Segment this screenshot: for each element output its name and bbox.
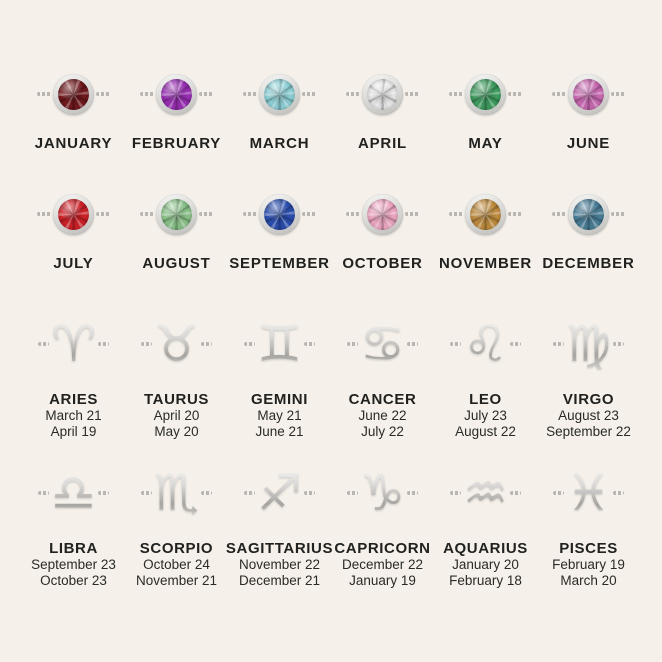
zodiac-date-end: September 22: [546, 424, 631, 439]
gem-bezel: [53, 74, 94, 115]
chain-link-icon: [304, 491, 315, 495]
virgo-symbol-icon: ♍: [566, 315, 611, 373]
month-label: FEBRUARY: [131, 135, 222, 152]
zodiac-date-end: June 21: [255, 424, 304, 439]
sagittarius-symbol-icon: ♐: [257, 464, 302, 522]
zodiac-date-start: June 22: [358, 408, 407, 423]
zodiac-date-end: May 20: [154, 424, 199, 439]
zodiac-charm: [242, 453, 317, 533]
gem-bezel: [156, 74, 197, 115]
gem-bezel: [156, 194, 197, 235]
zodiac-date-end: October 23: [40, 573, 107, 588]
chain-link-icon: [38, 491, 49, 495]
chain-link-icon: [141, 342, 152, 346]
libra-symbol-icon: ♎: [51, 464, 96, 522]
pisces-symbol-icon: ♓: [566, 464, 611, 522]
zodiac-charm: [448, 453, 523, 533]
chain-link-icon: [611, 212, 625, 216]
gem-icon: [58, 199, 89, 230]
chain-link-icon: [244, 491, 255, 495]
zodiac-date-start: August 23: [558, 408, 619, 423]
zodiac-charm: [551, 453, 626, 533]
gem-icon: [367, 199, 398, 230]
zodiac-date-start: November 22: [238, 557, 321, 572]
birthstone-charm: [241, 178, 318, 250]
birthstone-charm: [241, 58, 318, 130]
birthstone-charm: [550, 58, 627, 130]
zodiac-charm: [36, 298, 111, 390]
gem-icon: [161, 199, 192, 230]
chain-link-icon: [302, 212, 316, 216]
month-label: JANUARY: [34, 135, 113, 152]
zodiac-date-end: April 19: [50, 424, 97, 439]
birthstone-september: [228, 178, 331, 298]
chain-link-icon: [302, 92, 316, 96]
zodiac-charm: [139, 298, 214, 390]
birthstone-charm: [138, 58, 215, 130]
gem-bezel: [259, 74, 300, 115]
birthstone-july: [22, 178, 125, 298]
month-label: JULY: [53, 255, 94, 272]
zodiac-charm: [345, 453, 420, 533]
gem-icon: [573, 199, 604, 230]
chain-link-icon: [450, 491, 461, 495]
zodiac-date-start: January 20: [452, 557, 519, 572]
zodiac-name: ARIES: [49, 391, 98, 408]
chain-link-icon: [449, 92, 463, 96]
chain-link-icon: [346, 92, 360, 96]
zodiac-date-start: April 20: [153, 408, 200, 423]
month-label: JUNE: [566, 135, 611, 152]
zodiac-date-end: July 22: [361, 424, 404, 439]
zodiac-taurus: [125, 298, 228, 440]
zodiac-name: CANCER: [348, 391, 417, 408]
birthstone-charm: [138, 178, 215, 250]
gem-bezel: [568, 194, 609, 235]
capricorn-symbol-icon: ♑: [360, 464, 405, 522]
gem-icon: [470, 199, 501, 230]
zodiac-sagittarius: [225, 453, 334, 589]
chain-link-icon: [613, 491, 624, 495]
zodiac-name: LIBRA: [49, 540, 98, 557]
chain-link-icon: [141, 491, 152, 495]
gem-icon: [161, 79, 192, 110]
zodiac-date-start: October 24: [143, 557, 210, 572]
zodiac-scorpio: [125, 453, 228, 589]
zodiac-date-end: February 18: [449, 573, 522, 588]
chain-link-icon: [199, 92, 213, 96]
chain-link-icon: [140, 212, 154, 216]
zodiac-charm: [551, 298, 626, 390]
birthstone-december: [537, 178, 640, 298]
birthstone-row-jan-jun: [22, 58, 640, 178]
gemini-symbol-icon: ♊: [257, 315, 302, 373]
month-label: MAY: [468, 135, 503, 152]
chain-link-icon: [405, 212, 419, 216]
chain-link-icon: [140, 92, 154, 96]
gem-bezel: [362, 194, 403, 235]
birthstone-charm: [447, 178, 524, 250]
zodiac-name: PISCES: [559, 540, 618, 557]
aquarius-symbol-icon: ♒: [463, 464, 508, 522]
chain-link-icon: [38, 342, 49, 346]
chain-link-icon: [37, 212, 51, 216]
birthstone-charm: [344, 58, 421, 130]
chain-link-icon: [407, 491, 418, 495]
zodiac-name: TAURUS: [144, 391, 209, 408]
zodiac-charm: [139, 453, 214, 533]
chain-link-icon: [199, 212, 213, 216]
chain-link-icon: [553, 491, 564, 495]
chain-link-icon: [405, 92, 419, 96]
month-label: SEPTEMBER: [229, 255, 330, 272]
gem-icon: [470, 79, 501, 110]
month-label: AUGUST: [142, 255, 211, 272]
zodiac-date-start: March 21: [45, 408, 102, 423]
chain-link-icon: [552, 92, 566, 96]
gem-icon: [367, 79, 398, 110]
chain-link-icon: [510, 342, 521, 346]
zodiac-date-start: February 19: [552, 557, 625, 572]
chain-link-icon: [96, 92, 110, 96]
zodiac-name: SAGITTARIUS: [225, 540, 334, 557]
zodiac-gemini: [228, 298, 331, 440]
chain-link-icon: [450, 342, 461, 346]
gem-icon: [264, 199, 295, 230]
gem-icon: [573, 79, 604, 110]
zodiac-date-start: May 21: [257, 408, 302, 423]
chain-link-icon: [508, 212, 522, 216]
chain-link-icon: [510, 491, 521, 495]
zodiac-capricorn: [331, 453, 434, 589]
chain-link-icon: [201, 491, 212, 495]
scorpio-symbol-icon: ♏: [154, 464, 199, 522]
birthstone-august: [125, 178, 228, 298]
cancer-symbol-icon: ♋: [360, 315, 405, 373]
chain-link-icon: [37, 92, 51, 96]
birthstone-charm: [550, 178, 627, 250]
zodiac-aries: [22, 298, 125, 440]
zodiac-charm: [448, 298, 523, 390]
gem-bezel: [259, 194, 300, 235]
birthstone-january: [22, 58, 125, 178]
zodiac-row-aries-virgo: [22, 298, 640, 440]
taurus-symbol-icon: ♉: [154, 315, 199, 373]
birthstone-row-jul-dec: [22, 178, 640, 298]
birthstone-charm: [35, 58, 112, 130]
zodiac-date-end: November 21: [135, 573, 218, 588]
month-label: DECEMBER: [542, 255, 635, 272]
zodiac-date-start: December 22: [341, 557, 424, 572]
zodiac-virgo: [537, 298, 640, 440]
zodiac-name: CAPRICORN: [334, 540, 431, 557]
zodiac-cancer: [331, 298, 434, 440]
zodiac-date-end: January 19: [349, 573, 416, 588]
chain-link-icon: [552, 212, 566, 216]
chain-link-icon: [347, 342, 358, 346]
chain-link-icon: [611, 92, 625, 96]
zodiac-libra: [22, 453, 125, 589]
zodiac-date-start: September 23: [31, 557, 116, 572]
chain-link-icon: [508, 92, 522, 96]
chain-link-icon: [346, 212, 360, 216]
zodiac-name: VIRGO: [562, 391, 615, 408]
chain-link-icon: [449, 212, 463, 216]
birthstone-february: [125, 58, 228, 178]
zodiac-name: GEMINI: [251, 391, 308, 408]
gem-icon: [264, 79, 295, 110]
month-label: MARCH: [249, 135, 310, 152]
chain-link-icon: [407, 342, 418, 346]
birthstone-october: [331, 178, 434, 298]
gem-bezel: [568, 74, 609, 115]
zodiac-aquarius: [434, 453, 537, 589]
gem-icon: [58, 79, 89, 110]
zodiac-date-end: August 22: [455, 424, 516, 439]
birthstone-april: [331, 58, 434, 178]
chain-link-icon: [98, 342, 109, 346]
zodiac-leo: [434, 298, 537, 440]
zodiac-date-start: July 23: [464, 408, 507, 423]
zodiac-charm: [345, 298, 420, 390]
month-label: NOVEMBER: [438, 255, 533, 272]
chain-link-icon: [98, 491, 109, 495]
birthstone-march: [228, 58, 331, 178]
zodiac-date-end: March 20: [560, 573, 617, 588]
chain-link-icon: [244, 342, 255, 346]
chain-link-icon: [304, 342, 315, 346]
birthstone-charm: [344, 178, 421, 250]
chain-link-icon: [96, 212, 110, 216]
birthstone-charm: [447, 58, 524, 130]
chain-link-icon: [553, 342, 564, 346]
birthstone-may: [434, 58, 537, 178]
gem-bezel: [465, 74, 506, 115]
chain-link-icon: [201, 342, 212, 346]
zodiac-row-libra-pisces: [22, 453, 640, 589]
chain-link-icon: [347, 491, 358, 495]
zodiac-name: SCORPIO: [139, 540, 214, 557]
birthstone-november: [434, 178, 537, 298]
chain-link-icon: [243, 212, 257, 216]
chain-link-icon: [613, 342, 624, 346]
zodiac-charm: [242, 298, 317, 390]
month-label: APRIL: [358, 135, 407, 152]
zodiac-date-end: December 21: [238, 573, 321, 588]
zodiac-pisces: [537, 453, 640, 589]
gem-bezel: [53, 194, 94, 235]
gem-bezel: [362, 74, 403, 115]
birthstone-june: [537, 58, 640, 178]
gem-bezel: [465, 194, 506, 235]
leo-symbol-icon: ♌: [463, 315, 508, 373]
zodiac-name: LEO: [469, 391, 502, 408]
zodiac-charm: [36, 453, 111, 533]
aries-symbol-icon: ♈: [51, 315, 96, 373]
zodiac-name: AQUARIUS: [443, 540, 528, 557]
month-label: OCTOBER: [342, 255, 423, 272]
birthstone-charm: [35, 178, 112, 250]
chain-link-icon: [243, 92, 257, 96]
